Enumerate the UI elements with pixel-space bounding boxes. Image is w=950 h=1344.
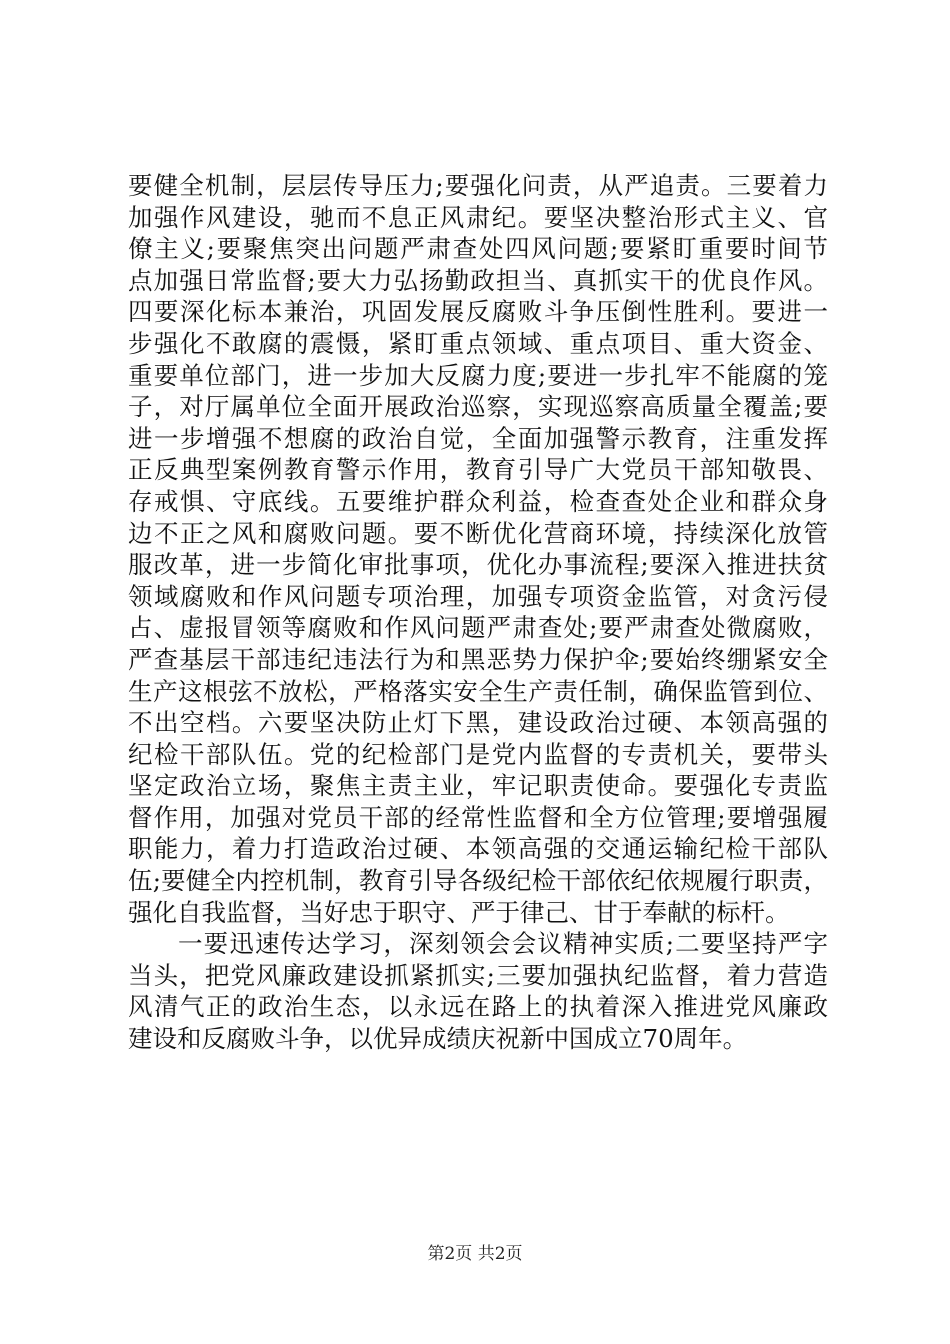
text-line: 正反典型案例教育警示作用，教育引导广大党员干部知敬畏、 bbox=[128, 455, 828, 485]
paragraph-2 bbox=[128, 928, 828, 1054]
text-line: 督作用，加强对党员干部的经常性监督和全方位管理;要增强履 bbox=[128, 802, 828, 832]
text-line: 风清气正的政治生态，以永远在路上的执着深入推进党风廉政 bbox=[128, 992, 828, 1022]
text-line: 步强化不敢腐的震慑，紧盯重点领域、重点项目、重大资金、 bbox=[128, 328, 828, 358]
text-line: 严查基层干部违纪违法行为和黑恶势力保护伞;要始终绷紧安全 bbox=[128, 644, 828, 674]
text-line: 存戒惧、守底线。五要维护群众利益，检查查处企业和群众身 bbox=[128, 486, 828, 516]
text-line: 加强作风建设，驰而不息正风肃纪。要坚决整治形式主义、官 bbox=[128, 202, 828, 232]
text-line: 僚主义;要聚焦突出问题严肃查处四风问题;要紧盯重要时间节 bbox=[128, 234, 828, 264]
text-line: 不出空档。六要坚决防止灯下黑，建设政治过硬、本领高强的 bbox=[128, 708, 828, 738]
text-line: 职能力，着力打造政治过硬、本领高强的交通运输纪检干部队 bbox=[128, 834, 828, 864]
text-line: 四要深化标本兼治，巩固发展反腐败斗争压倒性胜利。要进一 bbox=[128, 297, 828, 327]
text-line: 一要迅速传达学习，深刻领会会议精神实质;二要坚持严字 bbox=[178, 929, 828, 959]
page-number-footer: 第2页 共2页 bbox=[427, 1244, 523, 1264]
text-line: 伍;要健全内控机制，教育引导各级纪检干部依纪依规履行职责， bbox=[128, 866, 828, 896]
text-line: 生产这根弦不放松，严格落实安全生产责任制，确保监管到位、 bbox=[128, 676, 828, 706]
text-line: 进一步增强不想腐的政治自觉，全面加强警示教育，注重发挥 bbox=[128, 423, 828, 453]
text-line: 占、虚报冒领等腐败和作风问题严肃查处;要严肃查处微腐败， bbox=[128, 613, 828, 643]
text-line: 纪检干部队伍。党的纪检部门是党内监督的专责机关，要带头 bbox=[128, 739, 828, 769]
text-line: 子，对厅属单位全面开展政治巡察，实现巡察高质量全覆盖;要 bbox=[128, 392, 828, 422]
text-line: 点加强日常监督;要大力弘扬勤政担当、真抓实干的优良作风。 bbox=[128, 265, 828, 295]
paragraph-1 bbox=[128, 170, 828, 928]
text-line: 当头，把党风廉政建设抓紧抓实;三要加强执纪监督，着力营造 bbox=[128, 960, 828, 990]
text-line: 重要单位部门，进一步加大反腐力度;要进一步扎牢不能腐的笼 bbox=[128, 360, 828, 390]
text-line: 边不正之风和腐败问题。要不断优化营商环境，持续深化放管 bbox=[128, 518, 828, 548]
text-line: 服改革，进一步简化审批事项，优化办事流程;要深入推进扶贫 bbox=[128, 550, 828, 580]
text-line: 坚定政治立场，聚焦主责主业，牢记职责使命。要强化专责监 bbox=[128, 771, 828, 801]
text-line: 领域腐败和作风问题专项治理，加强专项资金监管，对贪污侵 bbox=[128, 581, 828, 611]
text-line: 强化自我监督，当好忠于职守、严于律己、甘于奉献的标杆。 bbox=[128, 897, 790, 927]
document-body bbox=[128, 170, 828, 1055]
text-line: 建设和反腐败斗争，以优异成绩庆祝新中国成立70周年。 bbox=[128, 1024, 748, 1054]
text-line: 要健全机制，层层传导压力;要强化问责，从严追责。三要着力 bbox=[128, 171, 828, 200]
